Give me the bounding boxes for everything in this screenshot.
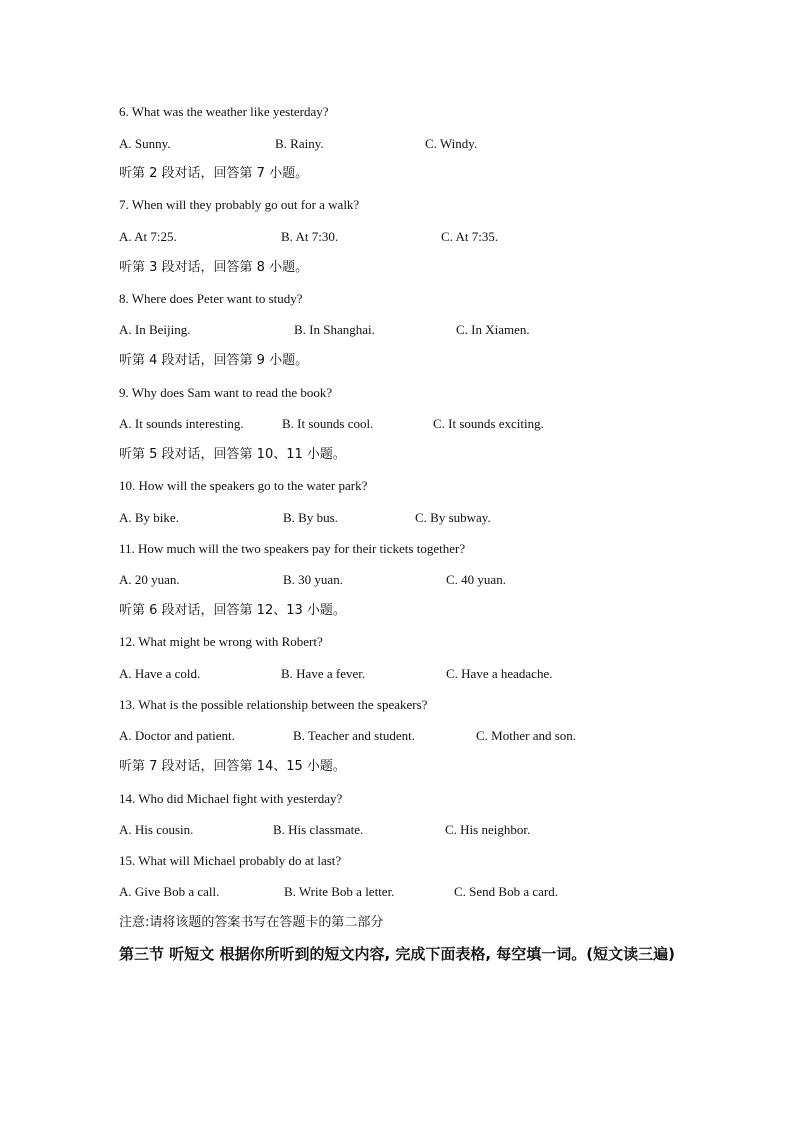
- question-6: 6. What was the weather like yesterday?: [119, 104, 329, 119]
- section-3-heading: 第三节 听短文 根据你所听到的短文内容, 完成下面表格, 每空填一词。(短文读三遍): [119, 945, 675, 963]
- question-15: 15. What will Michael probably do at last?: [119, 853, 342, 868]
- question-11: 11. How much will the two speakers pay for their tickets together?: [119, 541, 466, 556]
- q11-option-b: B. 30 yuan.: [283, 572, 343, 587]
- question-8: 8. Where does Peter want to study?: [119, 291, 303, 306]
- q11-option-c: C. 40 yuan.: [446, 572, 506, 587]
- q9-option-c: C. It sounds exciting.: [433, 416, 544, 431]
- q7-option-b: B. At 7:30.: [281, 229, 339, 244]
- instruction-section-2: 听第 2 段对话，回答第 7 小题。: [119, 166, 309, 181]
- q7-option-c: C. At 7:35.: [441, 229, 499, 244]
- q12-option-c: C. Have a headache.: [446, 666, 553, 681]
- instruction-section-7: 听第 7 段对话，回答第 14、15 小题。: [119, 759, 346, 774]
- q13-option-a: A. Doctor and patient.: [119, 728, 235, 743]
- q9-option-a: A. It sounds interesting.: [119, 416, 244, 431]
- q13-option-b: B. Teacher and student.: [293, 728, 415, 743]
- question-10: 10. How will the speakers go to the water park?: [119, 478, 368, 493]
- instruction-section-3: 听第 3 段对话，回答第 8 小题。: [119, 260, 309, 275]
- instruction-section-6: 听第 6 段对话，回答第 12、13 小题。: [119, 603, 346, 618]
- q14-option-c: C. His neighbor.: [445, 822, 531, 837]
- question-13: 13. What is the possible relationship between the speakers?: [119, 697, 428, 712]
- q8-option-b: B. In Shanghai.: [294, 322, 375, 337]
- question-12: 12. What might be wrong with Robert?: [119, 634, 323, 649]
- q9-option-b: B. It sounds cool.: [282, 416, 374, 431]
- instruction-section-5: 听第 5 段对话，回答第 10、11 小题。: [119, 447, 346, 462]
- q15-option-a: A. Give Bob a call.: [119, 884, 220, 899]
- q14-option-b: B. His classmate.: [273, 822, 364, 837]
- q6-option-a: A. Sunny.: [119, 136, 171, 151]
- q12-option-a: A. Have a cold.: [119, 666, 201, 681]
- q8-option-c: C. In Xiamen.: [456, 322, 530, 337]
- q15-option-b: B. Write Bob a letter.: [284, 884, 395, 899]
- question-7: 7. When will they probably go out for a walk?: [119, 197, 360, 212]
- question-9: 9. Why does Sam want to read the book?: [119, 385, 333, 400]
- q7-option-a: A. At 7:25.: [119, 229, 177, 244]
- q12-option-b: B. Have a fever.: [281, 666, 366, 681]
- q8-option-a: A. In Beijing.: [119, 322, 191, 337]
- q11-option-a: A. 20 yuan.: [119, 572, 180, 587]
- q14-option-a: A. His cousin.: [119, 822, 194, 837]
- q10-option-c: C. By subway.: [415, 510, 491, 525]
- answer-sheet-note: 注意:请将该题的答案书写在答题卡的第二部分: [119, 915, 384, 930]
- q15-option-c: C. Send Bob a card.: [454, 884, 558, 899]
- q10-option-b: B. By bus.: [283, 510, 338, 525]
- q6-option-c: C. Windy.: [425, 136, 478, 151]
- q6-option-b: B. Rainy.: [275, 136, 324, 151]
- q10-option-a: A. By bike.: [119, 510, 179, 525]
- question-14: 14. Who did Michael fight with yesterday?: [119, 791, 343, 806]
- q13-option-c: C. Mother and son.: [476, 728, 577, 743]
- instruction-section-4: 听第 4 段对话，回答第 9 小题。: [119, 353, 309, 368]
